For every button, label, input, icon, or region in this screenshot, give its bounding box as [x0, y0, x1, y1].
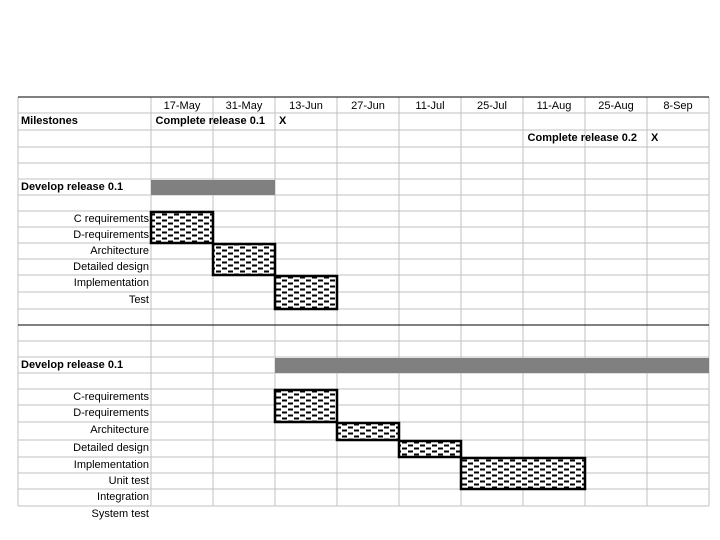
task-label: Test: [128, 294, 149, 306]
task-label: Implementation: [73, 277, 149, 289]
task-bar: [337, 423, 399, 440]
task-bar: [275, 276, 337, 309]
task-label: Architecture: [90, 424, 149, 436]
summary-bar: [275, 358, 709, 373]
milestone-marker: X: [651, 132, 659, 144]
task-bar: [461, 458, 585, 489]
group-label: Develop release 0.1: [21, 359, 124, 371]
column-header: 25-Aug: [598, 100, 634, 112]
task-bar: [275, 390, 337, 422]
task-label: Detailed design: [73, 261, 149, 273]
milestone-label: Complete release 0.2: [527, 132, 637, 144]
column-header: 11-Jul: [415, 100, 445, 112]
column-header: 27-Jun: [351, 100, 385, 112]
column-header: 13-Jun: [289, 100, 323, 112]
task-label: D-requirements: [73, 407, 149, 419]
task-label: Unit test: [108, 475, 149, 487]
task-bar: [399, 441, 461, 457]
summary-bar: [151, 180, 275, 195]
task-label: Architecture: [90, 245, 149, 257]
column-header: 17-May: [163, 100, 201, 112]
task-label: D-requirements: [73, 229, 149, 241]
task-label: C requirements: [73, 213, 149, 225]
task-labels: [21, 181, 149, 520]
task-bar: [151, 212, 213, 243]
task-label: Implementation: [73, 459, 149, 471]
task-label: Integration: [97, 491, 149, 503]
task-label: System test: [91, 508, 149, 520]
column-header: 11-Aug: [536, 100, 572, 112]
milestone-marker: X: [279, 115, 287, 127]
task-bar: [213, 244, 275, 275]
task-bars: [151, 180, 709, 489]
column-header: 25-Jul: [477, 100, 507, 112]
column-header: 8-Sep: [663, 100, 693, 112]
date-header: [164, 100, 693, 112]
milestone-label: Complete release 0.1: [155, 115, 265, 127]
group-label: Develop release 0.1: [21, 181, 124, 193]
task-label: C-requirements: [73, 391, 149, 403]
task-label: Detailed design: [73, 442, 149, 454]
milestones-label: Milestones: [21, 115, 78, 127]
column-header: 31-May: [225, 100, 263, 112]
